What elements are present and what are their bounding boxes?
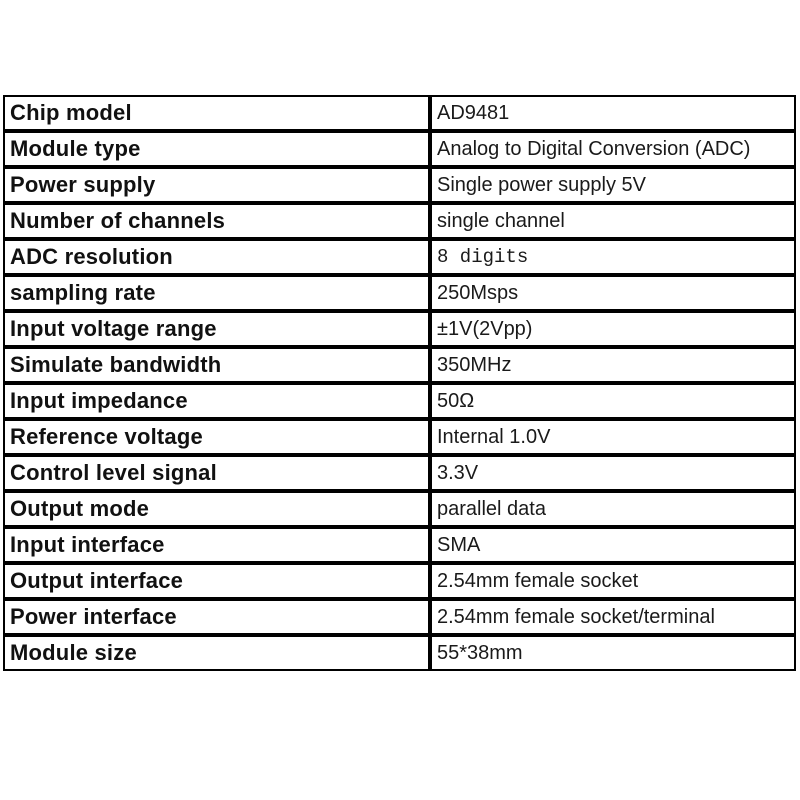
table-row (4, 167, 795, 203)
spec-label: Power supply (4, 167, 430, 203)
spec-value: 50Ω (430, 383, 795, 419)
spec-label: Number of channels (4, 203, 430, 239)
table-row (4, 311, 795, 347)
spec-label: Output interface (4, 563, 430, 599)
spec-label: Simulate bandwidth (4, 347, 430, 383)
table-row (4, 419, 795, 455)
spec-label: sampling rate (4, 275, 430, 311)
table-row (4, 347, 795, 383)
table-row (4, 275, 795, 311)
table-row (4, 96, 795, 131)
spec-label: Output mode (4, 491, 430, 527)
spec-value: AD9481 (430, 96, 795, 131)
table-row (4, 563, 795, 599)
spec-label: Input interface (4, 527, 430, 563)
spec-label: Power interface (4, 599, 430, 635)
spec-value: parallel data (430, 491, 795, 527)
spec-label: Module size (4, 635, 430, 670)
spec-value: 55*38mm (430, 635, 795, 670)
table-row (4, 383, 795, 419)
spec-label: Chip model (4, 96, 430, 131)
spec-value: 3.3V (430, 455, 795, 491)
spec-label: Input voltage range (4, 311, 430, 347)
table-row (4, 455, 795, 491)
spec-label: ADC resolution (4, 239, 430, 275)
table-row (4, 599, 795, 635)
spec-value: Analog to Digital Conversion (ADC) (430, 131, 795, 167)
spec-label: Input impedance (4, 383, 430, 419)
spec-value: Single power supply 5V (430, 167, 795, 203)
spec-table (3, 95, 796, 671)
table-row (4, 239, 795, 275)
spec-value: 2.54mm female socket/terminal (430, 599, 795, 635)
spec-value: Internal 1.0V (430, 419, 795, 455)
spec-value: single channel (430, 203, 795, 239)
spec-label: Control level signal (4, 455, 430, 491)
table-row (4, 203, 795, 239)
table-row (4, 131, 795, 167)
spec-value: SMA (430, 527, 795, 563)
spec-value: ±1V(2Vpp) (430, 311, 795, 347)
spec-value: 250Msps (430, 275, 795, 311)
table-row (4, 635, 795, 670)
spec-value: 350MHz (430, 347, 795, 383)
spec-label: Reference voltage (4, 419, 430, 455)
spec-label: Module type (4, 131, 430, 167)
spec-value: 2.54mm female socket (430, 563, 795, 599)
spec-value: 8 digits (430, 239, 795, 275)
table-row (4, 527, 795, 563)
table-row (4, 491, 795, 527)
